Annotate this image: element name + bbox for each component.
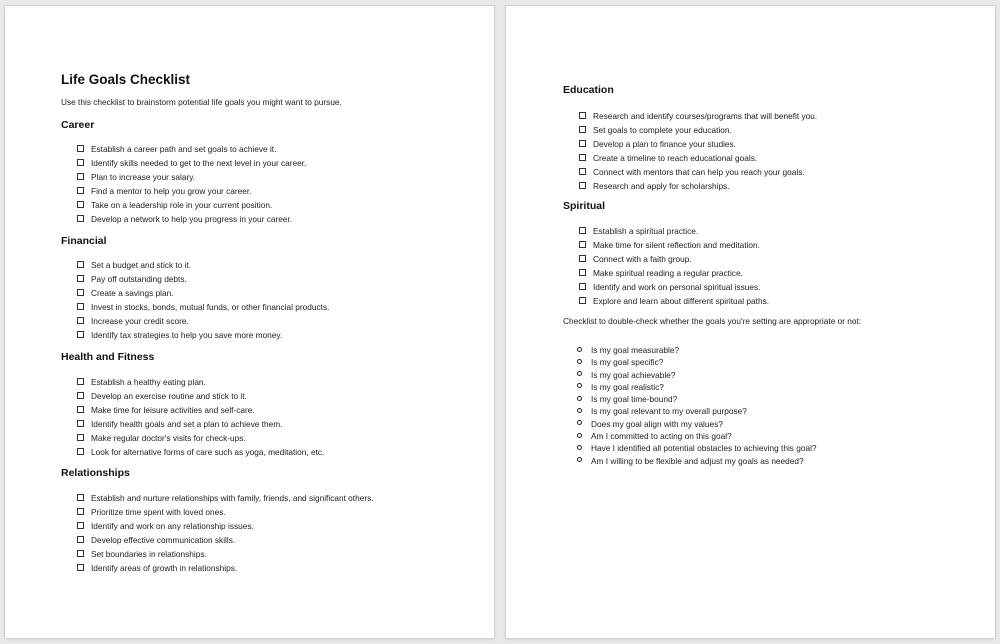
- question-item: [563, 455, 817, 467]
- checklist-item: [563, 151, 983, 165]
- checkbox-icon[interactable]: [77, 173, 84, 180]
- item-text: Identify health goals and set a plan to achieve them.: [91, 419, 283, 429]
- checklist-item: [563, 137, 983, 151]
- checkbox-icon[interactable]: [77, 317, 84, 324]
- section-education: [563, 84, 983, 193]
- checklist-item: [61, 212, 481, 226]
- checkbox-icon[interactable]: [579, 227, 586, 234]
- question-item: [563, 381, 817, 393]
- item-text: Is my goal measurable?: [591, 345, 680, 355]
- checklist-item: [61, 547, 481, 561]
- item-text: Does my goal align with my values?: [591, 418, 723, 429]
- item-text: Identify and work on any relationship issues.: [91, 521, 254, 531]
- checkbox-icon[interactable]: [77, 434, 84, 441]
- item-text: Is my goal achievable?: [591, 369, 676, 380]
- item-text: Establish a spiritual practice.: [593, 226, 699, 236]
- checkbox-icon[interactable]: [77, 494, 84, 501]
- item-text: Make regular doctor's visits for check-ups.: [91, 433, 246, 443]
- checkbox-icon[interactable]: [77, 536, 84, 543]
- checklist-item: [563, 280, 983, 294]
- item-text: Make time for silent reflection and meditation.: [593, 240, 760, 250]
- checklist-item: [61, 533, 481, 547]
- checkbox-icon[interactable]: [77, 289, 84, 296]
- item-text: Establish a career path and set goals to achieve it.: [91, 144, 277, 154]
- checklist-item: [61, 505, 481, 519]
- item-text: Prioritize time spent with loved ones.: [91, 507, 226, 517]
- checkbox-icon[interactable]: [77, 550, 84, 557]
- checklist-items: [61, 491, 481, 575]
- checkbox-icon[interactable]: [579, 297, 586, 304]
- item-text: Set a budget and stick to it.: [91, 260, 192, 270]
- question-item: [563, 442, 817, 454]
- checkbox-icon[interactable]: [579, 283, 586, 290]
- goal-check-intro: Checklist to double-check whether the goals you're setting are appropriate or not:: [563, 316, 862, 326]
- checklist-item: [563, 179, 983, 193]
- checklist-item: [61, 519, 481, 533]
- checkbox-icon[interactable]: [77, 187, 84, 194]
- checkbox-icon[interactable]: [77, 392, 84, 399]
- item-text: Increase your credit score.: [91, 316, 189, 326]
- checklist-item: [61, 170, 481, 184]
- item-text: Plan to increase your salary.: [91, 172, 196, 182]
- section-career: [61, 119, 481, 226]
- item-text: Is my goal relevant to my overall purpose?: [591, 406, 747, 417]
- checkbox-icon[interactable]: [579, 154, 586, 161]
- item-text: Develop effective communication skills.: [91, 535, 236, 545]
- checkbox-icon[interactable]: [579, 126, 586, 133]
- item-text: Am I willing to be flexible and adjust my goals as needed?: [591, 455, 804, 466]
- question-item: [563, 393, 817, 405]
- checklist-item: [61, 314, 481, 328]
- checkbox-icon[interactable]: [579, 255, 586, 262]
- item-text: Create a timeline to reach educational goals.: [593, 153, 758, 163]
- checkbox-icon[interactable]: [77, 145, 84, 152]
- circle-bullet-icon: [577, 408, 582, 413]
- checklist-item: [563, 238, 983, 252]
- checkbox-icon[interactable]: [77, 378, 84, 385]
- goal-check-questions: [563, 344, 817, 467]
- checkbox-icon[interactable]: [579, 182, 586, 189]
- item-text: Look for alternative forms of care such as yoga, meditation, etc.: [91, 447, 325, 457]
- item-text: Explore and learn about different spiritual paths.: [593, 296, 770, 306]
- section-health-and-fitness: [61, 351, 481, 459]
- checkbox-icon[interactable]: [77, 420, 84, 427]
- document-intro: Use this checklist to brainstorm potential life goals you might want to pursue.: [61, 97, 342, 107]
- checkbox-icon[interactable]: [579, 269, 586, 276]
- checkbox-icon[interactable]: [579, 140, 586, 147]
- checklist-item: [61, 417, 481, 431]
- checkbox-icon[interactable]: [579, 112, 586, 119]
- checklist-item: [563, 123, 983, 137]
- checkbox-icon[interactable]: [77, 303, 84, 310]
- item-text: Create a savings plan.: [91, 288, 174, 298]
- item-text: Is my goal realistic?: [591, 381, 664, 392]
- checklist-item: [61, 445, 481, 459]
- question-item: [563, 344, 817, 356]
- item-text: Connect with mentors that can help you reach your goals.: [593, 167, 805, 177]
- item-text: Set boundaries in relationships.: [91, 549, 207, 559]
- checkbox-icon[interactable]: [77, 275, 84, 282]
- question-item: [563, 405, 817, 417]
- checkbox-icon[interactable]: [77, 201, 84, 208]
- item-text: Is my goal time-bound?: [591, 394, 678, 405]
- question-item: [563, 356, 817, 368]
- section-heading: Financial: [61, 235, 107, 247]
- circle-bullet-icon: [577, 359, 582, 364]
- document-title: Life Goals Checklist: [61, 72, 191, 87]
- item-text: Invest in stocks, bonds, mutual funds, or other financial products.: [91, 302, 330, 312]
- checkbox-icon[interactable]: [77, 448, 84, 455]
- checklist-item: [61, 561, 481, 575]
- checklist-item: [61, 184, 481, 198]
- section-relationships: [61, 467, 481, 575]
- section-heading: Education: [563, 84, 614, 96]
- item-text: Make spiritual reading a regular practice.: [593, 268, 743, 278]
- checklist-item: [61, 286, 481, 300]
- checklist-item: [61, 300, 481, 314]
- circle-bullet-icon: [577, 445, 582, 450]
- checklist-item: [563, 165, 983, 179]
- checklist-item: [563, 252, 983, 266]
- item-text: Is my goal specific?: [591, 357, 664, 368]
- item-text: Find a mentor to help you grow your career.: [91, 186, 252, 196]
- checklist-items: [61, 142, 481, 226]
- document-page-1: [5, 6, 494, 638]
- circle-bullet-icon: [577, 457, 582, 462]
- item-text: Establish a healthy eating plan.: [91, 377, 206, 387]
- checklist-item: [61, 389, 481, 403]
- checkbox-icon[interactable]: [77, 564, 84, 571]
- checkbox-icon[interactable]: [579, 168, 586, 175]
- checkbox-icon[interactable]: [77, 522, 84, 529]
- checklist-item: [61, 403, 481, 417]
- section-heading: Career: [61, 119, 95, 131]
- circle-bullet-icon: [577, 371, 582, 376]
- item-text: Am I committed to acting on this goal?: [591, 431, 732, 442]
- section-financial: [61, 235, 481, 342]
- circle-bullet-icon: [577, 420, 582, 425]
- circle-bullet-icon: [577, 396, 582, 401]
- question-item: [563, 418, 817, 430]
- question-item: [563, 369, 817, 381]
- item-text: Make time for leisure activities and self-care.: [91, 405, 255, 415]
- checkbox-icon[interactable]: [77, 508, 84, 515]
- checkbox-icon[interactable]: [77, 159, 84, 166]
- item-text: Research and identify courses/programs that will benefit you.: [593, 111, 818, 121]
- item-text: Develop a plan to finance your studies.: [593, 139, 736, 149]
- checklist-item: [61, 328, 481, 342]
- item-text: Have I identified all potential obstacles to achieving this goal?: [591, 443, 817, 454]
- document-page-2: [506, 6, 995, 638]
- checklist-item: [61, 491, 481, 505]
- circle-bullet-icon: [577, 433, 582, 438]
- question-item: [563, 430, 817, 442]
- item-text: Identify areas of growth in relationships.: [91, 563, 238, 573]
- checklist-item: [61, 272, 481, 286]
- section-heading: Relationships: [61, 467, 130, 479]
- checklist-items: [563, 224, 983, 308]
- section-heading: Spiritual: [563, 200, 606, 212]
- section-spiritual: [563, 200, 983, 308]
- item-text: Research and apply for scholarships.: [593, 181, 730, 191]
- checklist-items: [61, 375, 481, 459]
- item-text: Set goals to complete your education.: [593, 125, 732, 135]
- checkbox-icon[interactable]: [579, 241, 586, 248]
- checklist-items: [563, 109, 983, 193]
- checklist-item: [563, 224, 983, 238]
- checkbox-icon[interactable]: [77, 331, 84, 338]
- checklist-item: [61, 156, 481, 170]
- checklist-item: [61, 375, 481, 389]
- checkbox-icon[interactable]: [77, 406, 84, 413]
- item-text: Develop a network to help you progress in your career.: [91, 214, 293, 224]
- checkbox-icon[interactable]: [77, 261, 84, 268]
- checklist-item: [61, 198, 481, 212]
- section-heading: Health and Fitness: [61, 351, 155, 363]
- item-text: Pay off outstanding debts.: [91, 274, 187, 284]
- item-text: Identify skills needed to get to the next level in your career.: [91, 158, 307, 168]
- circle-bullet-icon: [577, 383, 582, 388]
- item-text: Connect with a faith group.: [593, 254, 692, 264]
- item-text: Identify tax strategies to help you save more money.: [91, 330, 283, 340]
- checklist-item: [563, 294, 983, 308]
- checkbox-icon[interactable]: [77, 215, 84, 222]
- item-text: Develop an exercise routine and stick to it.: [91, 391, 247, 401]
- circle-bullet-icon: [577, 347, 582, 352]
- checklist-items: [61, 258, 481, 342]
- item-text: Identify and work on personal spiritual issues.: [593, 282, 761, 292]
- item-text: Establish and nurture relationships with family, friends, and significant others.: [91, 493, 374, 503]
- checklist-item: [61, 258, 481, 272]
- checklist-item: [61, 142, 481, 156]
- checklist-item: [61, 431, 481, 445]
- item-text: Take on a leadership role in your current position.: [91, 200, 273, 210]
- checklist-item: [563, 266, 983, 280]
- checklist-item: [563, 109, 983, 123]
